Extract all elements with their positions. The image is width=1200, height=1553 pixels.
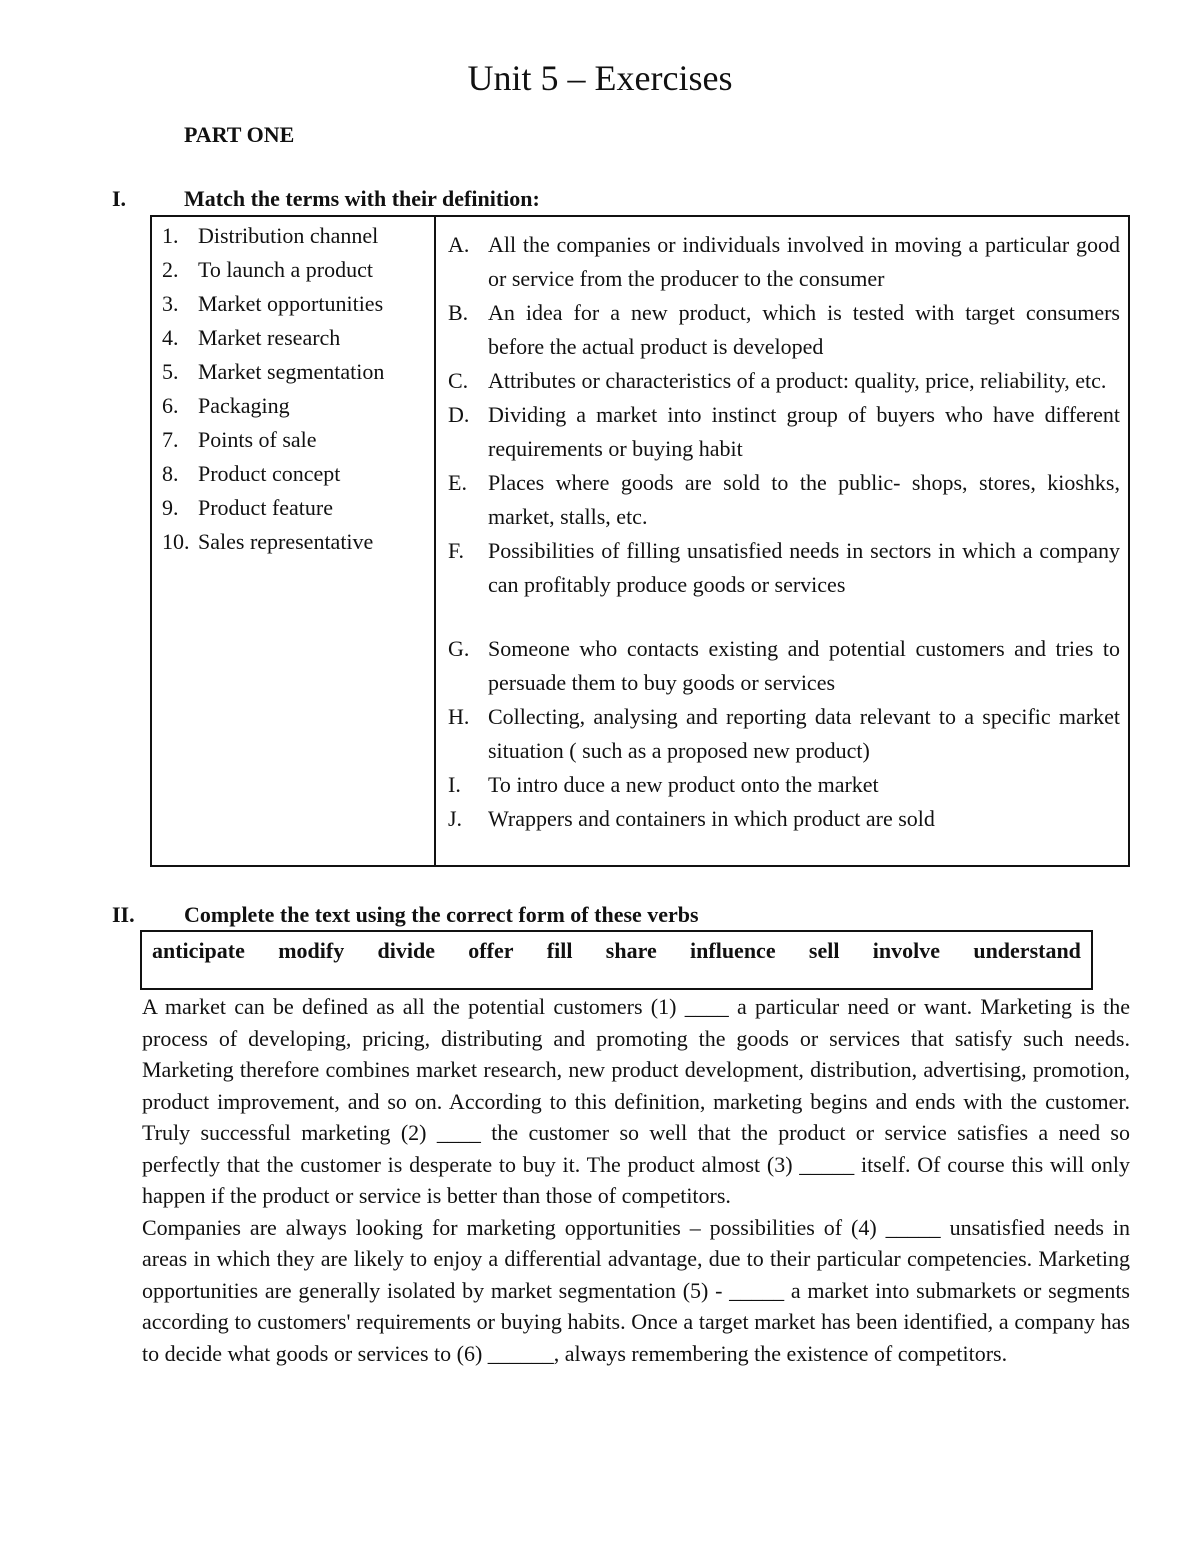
definition-letter: C. — [448, 368, 469, 393]
definitions-list — [448, 228, 1120, 836]
definition-item — [448, 802, 1120, 836]
term-number: 8. — [162, 461, 179, 486]
term-item — [152, 219, 434, 253]
term-number: 3. — [162, 291, 179, 316]
verb-word: fill — [546, 938, 573, 963]
definition-letter: E. — [448, 470, 467, 495]
passage-paragraph: A market can be defined as all the potential customers (1) ____ a particular need or want. Marketing is the process of developing, pricing, distributing and promoting the goods or services that satisfy such needs. Marketing therefore combines market research, new product development, distribution, advertising, promotion, product improvement, and so on. According to this definition, marketing begins and ends with the customer. Truly successful marketing (2) ____ the customer so well that the product or service satisfies a need so perfectly that the customer is desperate to buy it. The product almost (3) _____ itself. Of course this will only happen if the product or service is better than those of competitors. — [142, 994, 1130, 1208]
term-text: Points of sale — [198, 427, 317, 452]
term-text: Product concept — [198, 461, 341, 486]
term-text: Sales representative — [198, 529, 374, 554]
section-2-number: II. — [112, 902, 135, 927]
definition-item — [448, 768, 1120, 802]
part-heading: PART ONE — [184, 122, 295, 147]
term-text: Market opportunities — [198, 291, 384, 316]
definition-item — [448, 466, 1120, 534]
term-item — [152, 321, 434, 355]
term-number: 5. — [162, 359, 179, 384]
definition-item — [448, 398, 1120, 466]
verb-list — [152, 934, 1081, 968]
definition-text: Places where goods are sold to the public- shops, stores, kioshks, market, stalls, etc. — [488, 470, 1120, 529]
term-text: Product feature — [198, 495, 333, 520]
terms-list — [152, 219, 434, 559]
term-number: 6. — [162, 393, 179, 418]
definition-text: Someone who contacts existing and potential customers and tries to persuade them to buy goods or services — [488, 636, 1120, 695]
term-item — [152, 355, 434, 389]
verb-word: share — [605, 938, 657, 963]
term-item — [152, 525, 434, 559]
term-item — [152, 423, 434, 457]
term-item — [152, 389, 434, 423]
term-number: 9. — [162, 495, 179, 520]
definition-item — [448, 534, 1120, 602]
term-item — [152, 491, 434, 525]
gap-fill-passage — [142, 991, 1130, 1369]
verb-word: sell — [808, 938, 840, 963]
verb-box — [140, 930, 1093, 990]
verb-word: modify — [278, 938, 345, 963]
term-item — [152, 457, 434, 491]
definition-letter: F. — [448, 538, 464, 563]
section-1-number: I. — [112, 186, 127, 211]
definition-letter: H. — [448, 704, 470, 729]
term-number: 4. — [162, 325, 179, 350]
definition-text: Dividing a market into instinct group of buyers who have different requirements or buying habit — [488, 402, 1120, 461]
verb-word: understand — [973, 938, 1081, 963]
section-1-title: Match the terms with their definition: — [184, 186, 540, 211]
section-2-title: Complete the text using the correct form of these verbs — [184, 902, 699, 927]
definition-text: Attributes or characteristics of a product: quality, price, reliability, etc. — [488, 368, 1107, 393]
definition-item — [448, 228, 1120, 296]
definition-item — [448, 296, 1120, 364]
verb-word: anticipate — [152, 938, 245, 963]
verb-word: involve — [872, 938, 941, 963]
definition-text: Possibilities of filling unsatisfied needs in sectors in which a company can profitably produce goods or services — [488, 538, 1120, 597]
term-item — [152, 287, 434, 321]
term-number: 2. — [162, 257, 179, 282]
column-divider — [434, 217, 436, 865]
definition-letter: G. — [448, 636, 470, 661]
definition-item — [448, 632, 1120, 700]
definition-text: To intro duce a new product onto the market — [488, 772, 879, 797]
definition-letter: D. — [448, 402, 470, 427]
term-text: Distribution channel — [198, 223, 379, 248]
definition-text: All the companies or individuals involved in moving a particular good or service from the producer to the consumer — [488, 232, 1120, 291]
term-text: Market research — [198, 325, 341, 350]
term-number: 7. — [162, 427, 179, 452]
matching-table — [150, 215, 1130, 867]
section-1-heading — [112, 184, 1012, 214]
definition-letter: B. — [448, 300, 469, 325]
verb-word: offer — [468, 938, 514, 963]
definition-item — [448, 364, 1120, 398]
verb-word: divide — [377, 938, 435, 963]
term-text: Packaging — [198, 393, 290, 418]
section-2-heading — [112, 900, 1012, 930]
definition-letter: J. — [448, 806, 463, 831]
definition-text: An idea for a new product, which is tested with target consumers before the actual product is developed — [488, 300, 1120, 359]
definition-item — [448, 700, 1120, 768]
passage-paragraph: Companies are always looking for marketing opportunities – possibilities of (4) _____ unsatisfied needs in areas in which they are likely to enjoy a differential advantage, due to their particular competencies. Marketing opportunities are generally isolated by market segmentation (5) - _____ a market into submarkets or segments according to customers' requirements or buying habits. Once a target market has been identified, a company has to decide what goods or services to (6) ______, always remembering the existence of competitors. — [142, 1214, 1130, 1366]
verb-word: influence — [690, 938, 776, 963]
term-text: Market segmentation — [198, 359, 385, 384]
definition-text: Wrappers and containers in which product are sold — [488, 806, 935, 831]
definition-letter: I. — [448, 772, 461, 797]
definition-letter: A. — [448, 232, 470, 257]
term-text: To launch a product — [198, 257, 374, 282]
term-number: 1. — [162, 223, 179, 248]
term-item — [152, 253, 434, 287]
term-number: 10. — [162, 529, 190, 554]
definition-text: Collecting, analysing and reporting data relevant to a specific market situation ( such as a proposed new product) — [488, 704, 1120, 763]
page-title: Unit 5 – Exercises — [467, 58, 733, 98]
